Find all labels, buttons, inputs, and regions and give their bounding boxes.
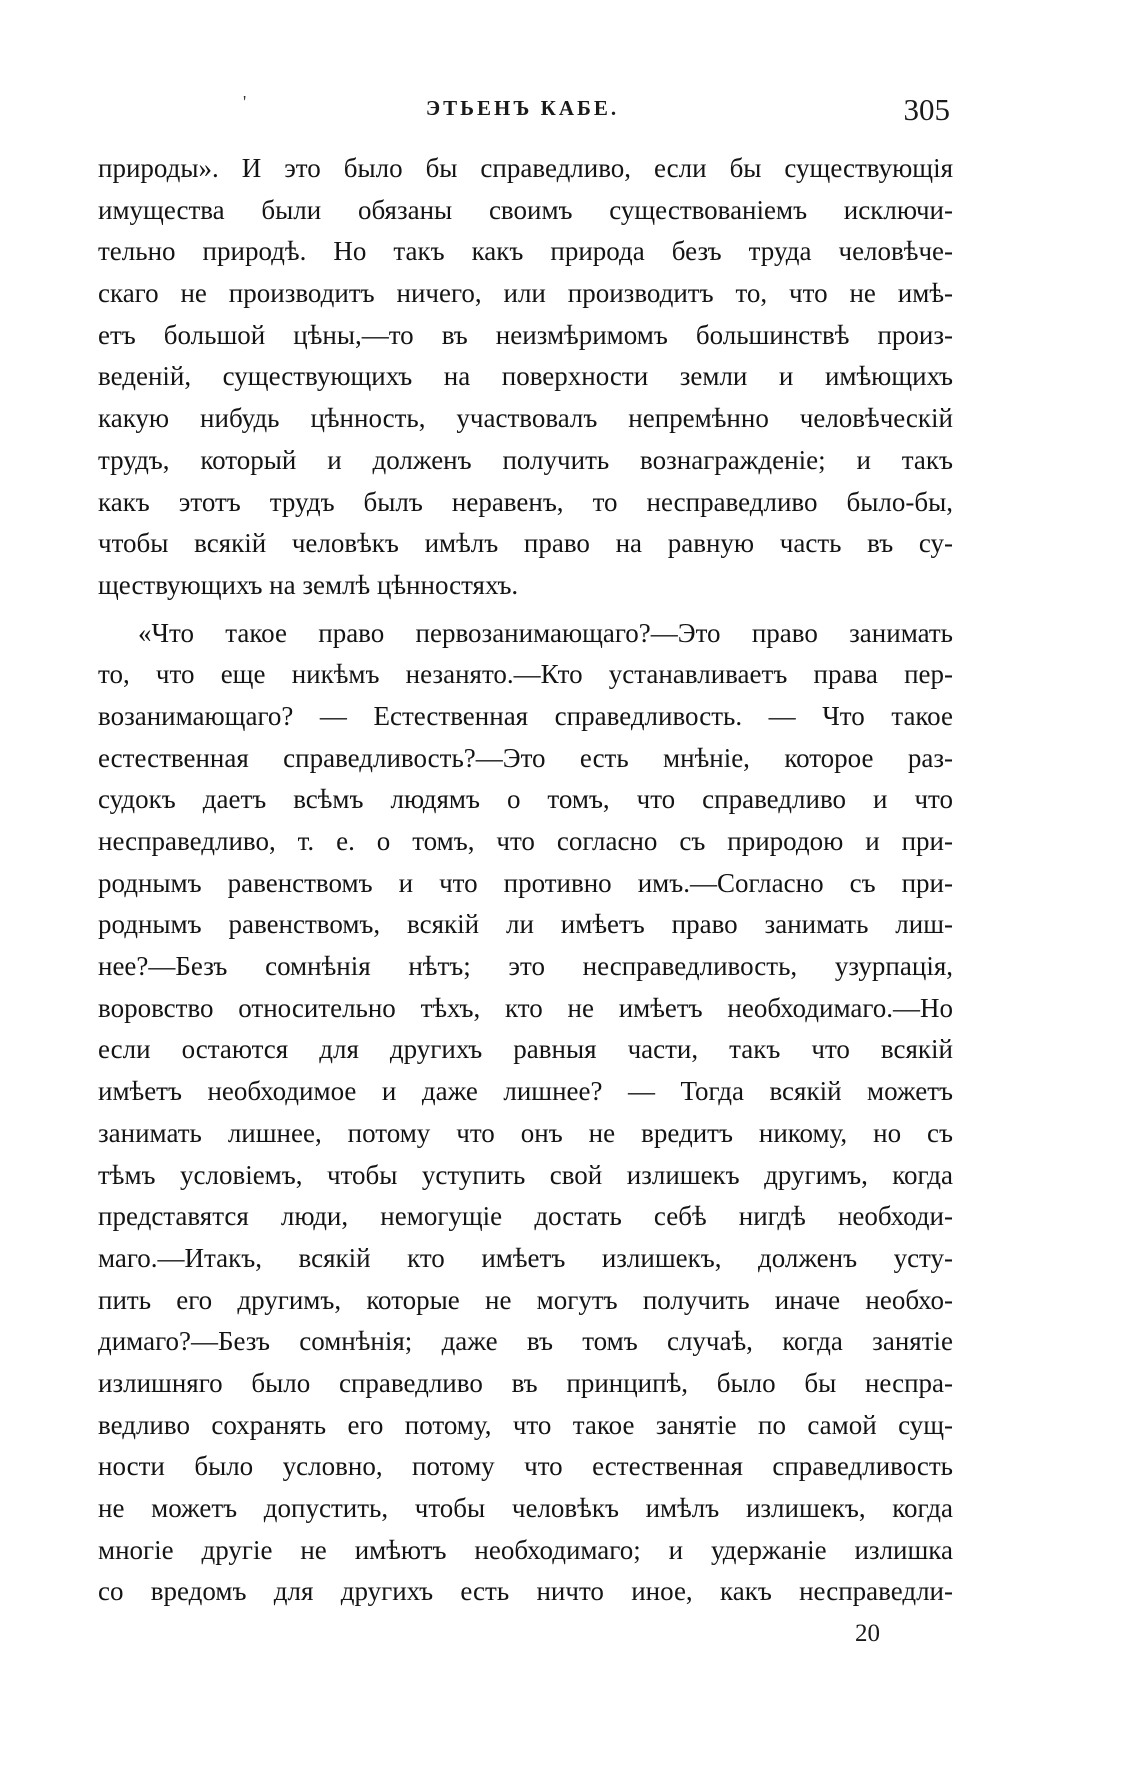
text-line: если остаются для другихъ равныя части, такъ что всякій [98,1034,953,1065]
text-line: веденій, существующихъ на поверхности земли и имѣющихъ [98,361,953,392]
text-line: представятся люди, немогущіе достать себѣ нигдѣ необходи- [98,1201,953,1232]
text-line: чтобы всякій человѣкъ имѣлъ право на равную часть въ су- [98,528,953,559]
text-line: пить его другимъ, которые не могутъ получить иначе необхо- [98,1284,953,1315]
text-line: тѣмъ условіемъ, чтобы уступить свой излишекъ другимъ, когда [98,1159,953,1190]
text-line: «Что такое право первозанимающаго?—Это право занимать [138,617,953,648]
page-number: 305 [903,92,950,127]
text-line: трудъ, который и долженъ получить вознагражденіе; и такъ [98,444,953,475]
page-header [95,92,950,128]
text-line: тельно природѣ. Но такъ какъ природа безъ труда человѣче- [98,236,953,267]
signature-mark: 20 [855,1620,880,1647]
text-line: то, что еще никѣмъ незанято.—Кто устанавливаетъ права пер- [98,659,953,690]
text-line: природы». И это было бы справедливо, если бы существующія [98,153,953,183]
text-line: роднымъ равенствомъ и что противно имъ.—Согласно съ при- [98,867,953,898]
text-line: возанимающаго? — Естественная справедливость. — Что такое [98,700,953,731]
text-line: не можетъ допустить, чтобы человѣкъ имѣлъ излишекъ, когда [98,1493,953,1523]
paragraph [98,148,953,607]
text-line: естественная справедливость?—Это есть мнѣніе, которое раз- [98,742,953,773]
text-line: со вредомъ для другихъ есть ничто иное, какъ несправедли- [98,1576,953,1607]
text-line: роднымъ равенствомъ, всякій ли имѣетъ право занимать лиш- [98,909,953,940]
text-line: судокъ даетъ всѣмъ людямъ о томъ, что справедливо и что [98,784,953,815]
running-title: ЭТЬЕНЪ КАБЕ. [425,96,620,120]
text-line: ведливо сохранять его потому, что такое занятіе по самой сущ- [98,1409,953,1440]
text-line: несправедливо, т. е. о томъ, что согласно съ природою и при- [98,826,953,856]
text-line: скаго не производитъ ничего, или производитъ то, что не имѣ- [98,278,953,309]
text-line: имѣетъ необходимое и даже лишнее? — Тогда всякій можетъ [98,1076,953,1107]
text-line: воровство относительно тѣхъ, кто не имѣетъ необходимаго.—Но [98,992,953,1023]
text-line: какую нибудь цѣнность, участвовалъ непремѣнно человѣческій [98,403,953,434]
text-line: какъ этотъ трудъ былъ неравенъ, то несправедливо было-бы, [98,486,953,517]
text-line: многіе другіе не имѣютъ необходимаго; и удержаніе излишка [98,1534,953,1565]
text-line: етъ большой цѣны,—то въ неизмѣримомъ большинствѣ произ- [98,319,953,350]
paragraph [98,613,953,1614]
body-text [98,148,953,1613]
text-line: маго.—Итакъ, всякій кто имѣетъ излишекъ, долженъ усту- [98,1242,953,1273]
text-line: имущества были обязаны своимъ существованіемъ исключи- [98,194,953,225]
text-line: ности было условно, потому что естественная справедливость [98,1451,953,1482]
text-line: занимать лишнее, потому что онъ не вредитъ никому, но съ [98,1117,953,1148]
text-line: димаго?—Безъ сомнѣнія; даже въ томъ случаѣ, когда занятіе [98,1326,953,1357]
text-line: нее?—Безъ сомнѣнія нѣтъ; это несправедливость, узурпація, [98,951,953,982]
text-line: излишняго было справедливо въ принципѣ, было бы неспра- [98,1367,953,1398]
stray-mark: ' [243,92,247,112]
text-line: ществующихъ на землѣ цѣнностяхъ. [98,569,519,600]
